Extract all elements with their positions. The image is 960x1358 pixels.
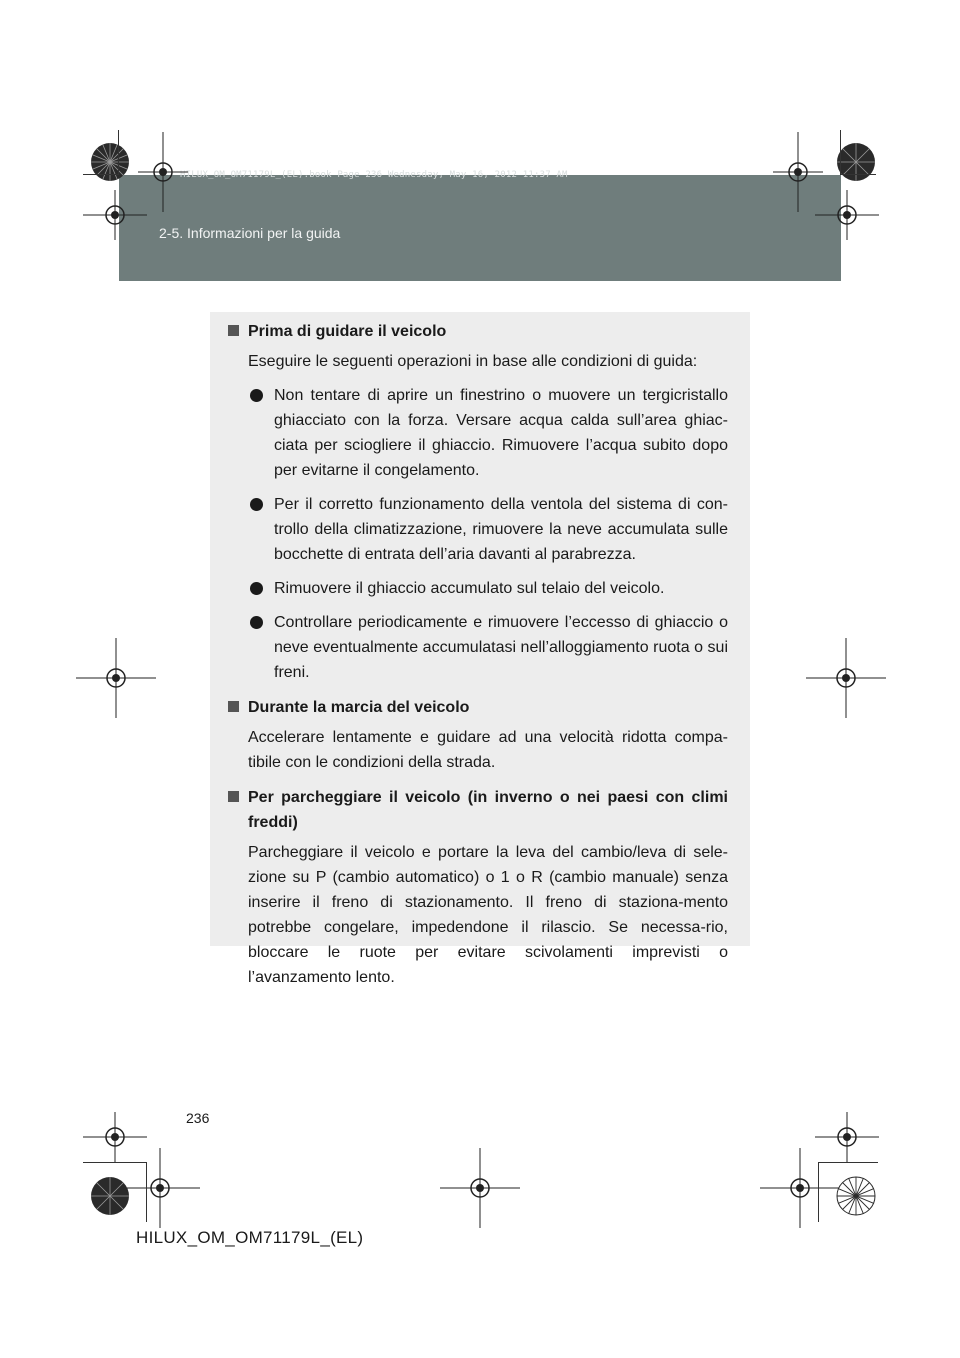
header-band [119, 175, 841, 281]
registration-mark-icon [83, 190, 147, 240]
crop-line [83, 174, 118, 175]
section-body: Parcheggiare il veicolo e portare la leva del cambio/leva di sele-zione su P (cambio automatico) o 1 o R (cambio manuale) senza inserire il freno di stazionamento. Il freno di staziona-mento potrebbe congelare, impedendone il rilascio. Se necessa-rio, bloccare le ruote per evitare scivolamenti imprevisti o l’avanzamento lento. [248, 844, 728, 986]
crop-line [146, 1162, 147, 1222]
section-heading-parking: Per parcheggiare il veicolo (in inverno o nei paesi con climi freddi) [228, 785, 728, 835]
crop-line [818, 1162, 878, 1163]
square-bullet-icon [228, 325, 239, 336]
round-bullet-icon [250, 498, 263, 511]
section-heading-while-driving: Durante la marcia del veicolo [228, 695, 728, 720]
starburst-target-icon [90, 142, 130, 182]
crop-line [841, 174, 876, 175]
list-item: Rimuovere il ghiaccio accumulato sul telaio del veicolo. [228, 576, 728, 601]
round-bullet-icon [250, 389, 263, 402]
section-intro: Eseguire le seguenti operazioni in base alle condizioni di guida: [248, 353, 698, 370]
crop-line [840, 130, 841, 175]
crop-line [818, 1162, 819, 1222]
square-bullet-icon [228, 791, 239, 802]
registration-mark-icon [815, 190, 879, 240]
square-bullet-icon [228, 701, 239, 712]
list-item: Non tentare di aprire un finestrino o muovere un tergicristallo ghiacciato con la forza. Versare acqua calda sull’area ghiac-ciata per sciogliere il ghiaccio. Rimuovere l’acqua subito dopo per evitarne il congelamento. [228, 383, 728, 483]
crop-line [118, 130, 119, 175]
file-stamp: HILUX_OM_OM71179L_(EL).book Page 236 Wednesday, May 16, 2012 11:37 AM [180, 170, 568, 180]
registration-mark-icon [440, 1148, 520, 1228]
crop-line [83, 1162, 146, 1163]
starburst-target-icon [90, 1176, 130, 1216]
list-item: Per il corretto funzionamento della ventola del sistema di con-trollo della climatizzazione, rimuovere la neve accumulata sulle bocchette di entrata dell’aria davanti al parabrezza. [228, 492, 728, 567]
section-heading-before-driving: Prima di guidare il veicolo [228, 319, 728, 344]
round-bullet-icon [250, 582, 263, 595]
list-item: Controllare periodicamente e rimuovere l’eccesso di ghiaccio o neve eventualmente accumulatasi nell’alloggiamento ruota o sui freni. [228, 610, 728, 685]
section-body: Accelerare lentamente e guidare ad una velocità ridotta compa-tibile con le condizioni della strada. [248, 729, 728, 771]
page-number: 236 [186, 1110, 210, 1126]
registration-mark-icon [120, 1148, 200, 1228]
registration-mark-icon [760, 1148, 840, 1228]
registration-mark-icon [806, 638, 886, 718]
doc-code: HILUX_OM_OM71179L_(EL) [136, 1228, 364, 1247]
section-title: 2-5. Informazioni per la guida [159, 225, 341, 241]
registration-mark-icon [76, 638, 156, 718]
content-text [228, 319, 728, 990]
starburst-target-icon [836, 1176, 876, 1216]
round-bullet-icon [250, 616, 263, 629]
starburst-target-icon [836, 142, 876, 182]
